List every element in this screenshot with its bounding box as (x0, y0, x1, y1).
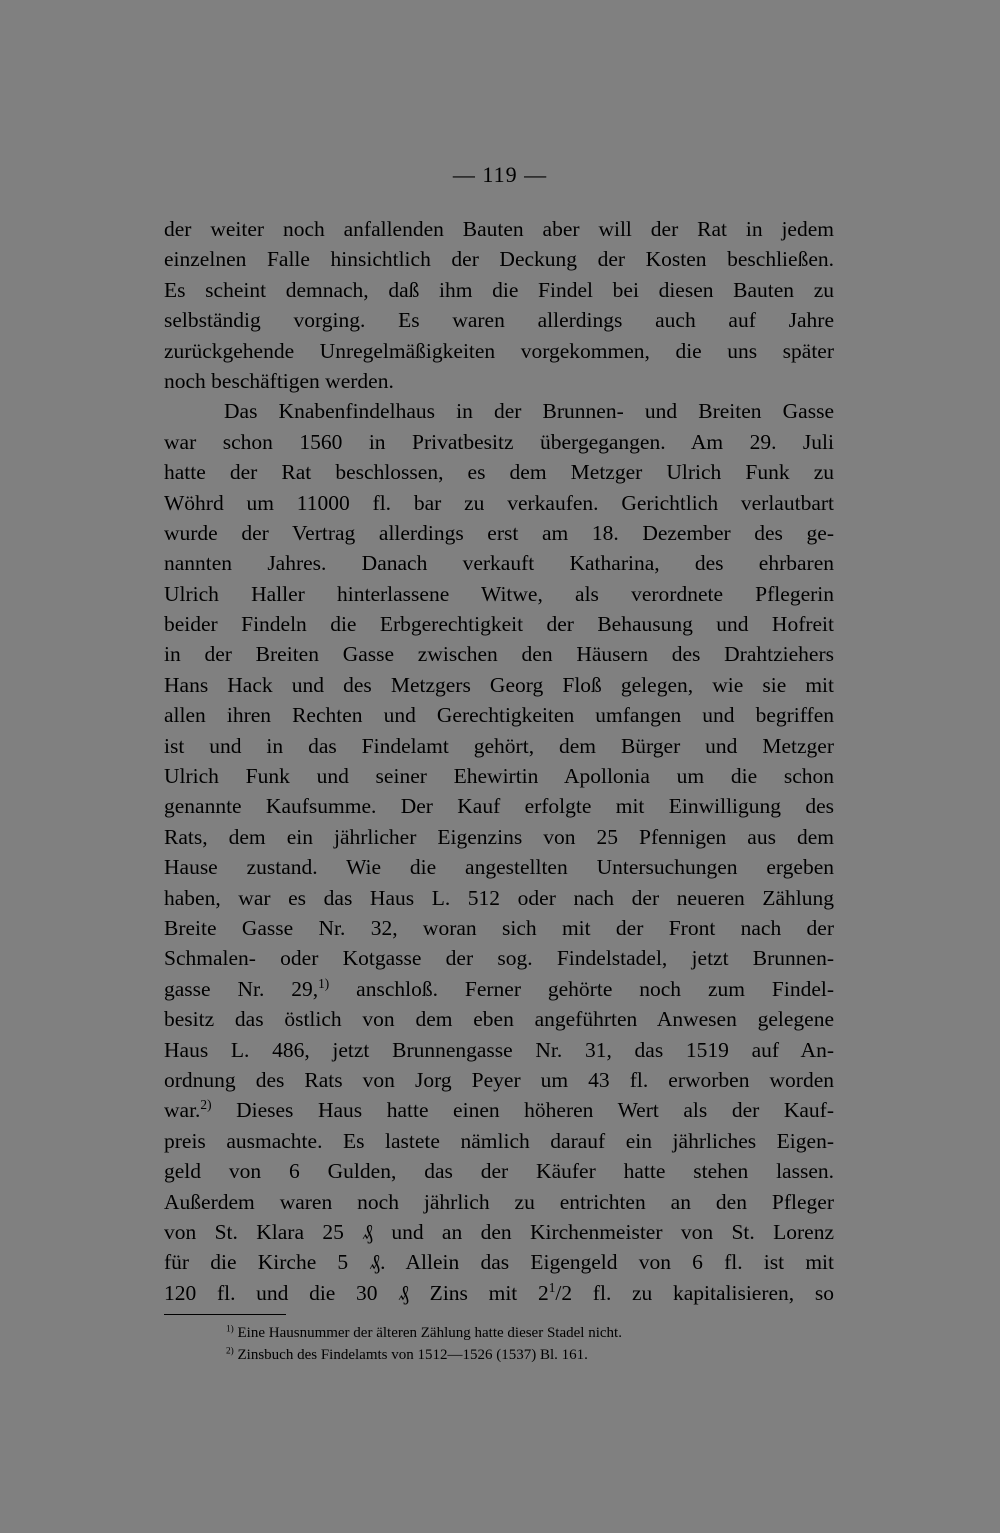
text-line: von St. Klara 25 ₰ und an den Kirchenmeister von St. Lorenz (164, 1219, 834, 1244)
text-line: Das Knabenfindelhaus in der Brunnen- und Breiten Gasse (224, 399, 834, 424)
text-line: Ulrich Haller hinterlassene Witwe, als verordnete Pflegerin (164, 581, 834, 606)
text-line: nannten Jahres. Danach verkauft Katharina, des ehrbaren (164, 551, 834, 576)
footnote-1 (226, 1322, 826, 1344)
text-line (164, 974, 834, 1004)
text-line: besitz das östlich von dem eben angeführten Anwesen gelegene (164, 1007, 834, 1032)
text-line: Rats, dem ein jährlicher Eigenzins von 25 Pfennigen aus dem (164, 824, 834, 849)
text-line: Es scheint demnach, daß ihm die Findel bei diesen Bauten zu (164, 277, 834, 302)
body-text (164, 214, 834, 1308)
footnotes (226, 1322, 826, 1366)
text-line: war schon 1560 in Privatbesitz übergegangen. Am 29. Juli (164, 429, 834, 454)
text-line: der weiter noch anfallenden Bauten aber will der Rat in jedem (164, 217, 834, 241)
text-fragment: /2 fl. zu kapitalisieren, so (555, 1280, 834, 1305)
text-line (164, 1095, 834, 1125)
footnote-text: Eine Hausnummer der älteren Zählung hatte dieser Stadel nicht. (233, 1325, 622, 1341)
footnote-2 (226, 1344, 826, 1366)
text-line: wurde der Vertrag allerdings erst am 18. Dezember des ge- (164, 520, 834, 545)
text-line: Ulrich Funk und seiner Ehewirtin Apollonia um die schon (164, 764, 834, 789)
text-line: für die Kirche 5 ₰. Allein das Eigengeld von 6 fl. ist mit (164, 1250, 834, 1275)
text-fragment: anschloß. Ferner gehörte noch zum Findel- (329, 976, 834, 1001)
text-line: zurückgehende Unregelmäßigkeiten vorgekommen, die uns später (164, 338, 834, 363)
text-line: in der Breiten Gasse zwischen den Häusern des Drahtziehers (164, 642, 834, 667)
footnote-reference: 2) (200, 1097, 212, 1113)
text-line: ist und in das Findelamt gehört, dem Bürger und Metzger (164, 733, 834, 758)
text-line: Wöhrd um 11000 fl. bar zu verkaufen. Gerichtlich verlautbart (164, 490, 834, 515)
text-line: hatte der Rat beschlossen, es dem Metzger Ulrich Funk zu (164, 460, 834, 485)
text-line: einzelnen Falle hinsichtlich der Deckung der Kosten beschließen. (164, 247, 834, 272)
text-line: ordnung des Rats von Jorg Peyer um 43 fl. erworben worden (164, 1067, 834, 1092)
text-line: Hause zustand. Wie die angestellten Untersuchungen ergeben (164, 855, 834, 880)
footnote-divider (164, 1314, 286, 1315)
page-number: — 119 — (452, 162, 548, 187)
text-fragment: gasse Nr. 29, (164, 976, 319, 1001)
text-line (164, 1278, 834, 1308)
footnote-text: Zinsbuch des Findelamts von 1512—1526 (1537) Bl. 161. (233, 1347, 588, 1363)
footnote-mark: 2) (226, 1346, 234, 1357)
text-line: allen ihren Rechten und Gerechtigkeiten umfangen und begriffen (164, 703, 834, 728)
text-line: Breite Gasse Nr. 32, woran sich mit der Front nach der (164, 915, 834, 940)
text-line: noch beschäftigen werden. (164, 368, 394, 393)
footnote-mark: 1) (226, 1324, 234, 1335)
text-line: geld von 6 Gulden, das der Käufer hatte stehen lassen. (164, 1159, 834, 1184)
text-fragment: Dieses Haus hatte einen höheren Wert als der Kauf- (211, 1098, 834, 1123)
text-line: Außerdem waren noch jährlich zu entrichten an den Pfleger (164, 1189, 834, 1214)
text-fragment: 120 fl. und die 30 ₰ Zins mit 2 (164, 1280, 549, 1305)
footnote-reference: 1) (318, 975, 330, 991)
text-line: selbständig vorging. Es waren allerdings auch auf Jahre (164, 308, 834, 333)
text-line: Hans Hack und des Metzgers Georg Floß gelegen, wie sie mit (164, 672, 834, 697)
text-line: haben, war es das Haus L. 512 oder nach der neueren Zählung (164, 885, 834, 910)
text-line: preis ausmachte. Es lastete nämlich darauf ein jährliches Eigen- (164, 1128, 834, 1153)
text-line: Haus L. 486, jetzt Brunnengasse Nr. 31, das 1519 auf An- (164, 1037, 834, 1062)
text-line: genannte Kaufsumme. Der Kauf erfolgte mit Einwilligung des (164, 794, 834, 819)
text-line: beider Findeln die Erbgerechtigkeit der Behausung und Hofreit (164, 612, 834, 637)
text-line: Schmalen- oder Kotgasse der sog. Findelstadel, jetzt Brunnen- (164, 946, 834, 971)
fraction-numerator: 1 (548, 1279, 556, 1295)
text-fragment: war. (164, 1098, 201, 1123)
